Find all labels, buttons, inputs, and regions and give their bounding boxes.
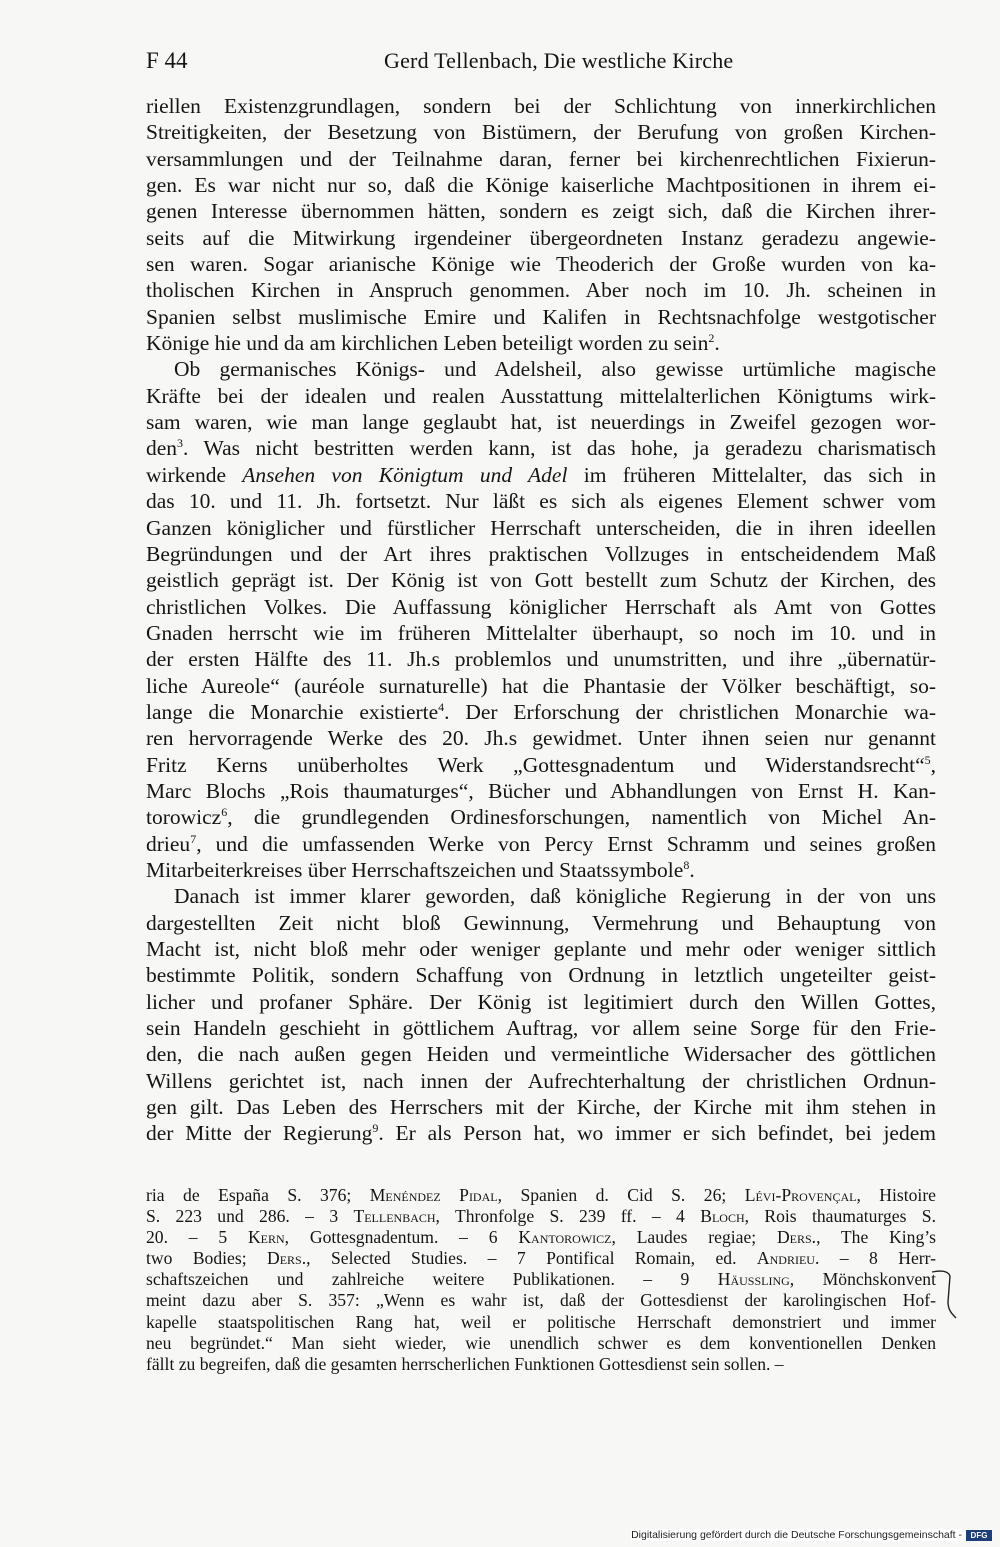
text-segment: . Er als Person hat, wo immer er sich befindet, bei jedem	[378, 1121, 936, 1146]
page-number: F 44	[146, 48, 188, 73]
footnote-line: fällt zu begreifen, daß die gesamten herrscherlichen Funktionen Gottesdienst sein sollen. –	[146, 1353, 784, 1374]
text-segment: , Laudes regiae;	[611, 1227, 777, 1248]
author-name: Ders.	[776, 1227, 817, 1248]
text-line	[146, 1120, 936, 1146]
text-segment: , The King’s	[816, 1227, 936, 1248]
text-segment: , Histoire	[856, 1185, 936, 1205]
text-line: geistlich geprägt ist. Der König ist von Gott bestellt zum Schutz der Kirchen, des	[146, 568, 936, 593]
footnote-line	[146, 1269, 936, 1290]
footnote-ref-6[interactable]: 6	[221, 805, 228, 820]
text-segment: Fritz Kerns unüberholtes Werk „Gottesgnadentum und Widerstandsrecht“	[146, 752, 925, 777]
handwritten-margin-bracket	[930, 1268, 960, 1320]
footnote-line	[146, 1248, 936, 1269]
text-line	[146, 831, 936, 857]
text-segment: , die grundlegenden Ordinesforschungen, namentlich von Michel An-	[227, 805, 936, 830]
footnote-ref-5[interactable]: 5	[924, 752, 931, 767]
text-line: Kräfte bei der idealen und realen Ausstattung mittelalterlichen Königtums wirk-	[146, 383, 936, 408]
dfg-logo-icon: DFG	[966, 1530, 992, 1541]
author-name: Ders.	[267, 1248, 307, 1269]
text-segment: S. 223 und 286. – 3	[146, 1206, 354, 1227]
author-name: Bloch	[700, 1206, 745, 1227]
text-line: Willens gerichtet ist, nach innen der Aufrechterhaltung der christlichen Ordnun-	[146, 1068, 936, 1093]
text-line: sam waren, wie man lange geglaubt hat, ist neuerdings in Zweifel gezogen wor-	[146, 410, 936, 435]
credit-text: Digitalisierung gefördert durch die Deutsche Forschungsgemeinschaft -	[631, 1529, 962, 1541]
text-line: sein Handeln geschieht in göttlichem Auftrag, vor allem seine Sorge für den Frie-	[146, 1016, 936, 1041]
footnote-ref-4[interactable]: 4	[438, 699, 445, 714]
text-line: genen Interesse übernommen hätten, sondern es zeigt sich, daß die Kirchen ihrer-	[146, 199, 936, 224]
text-line: riellen Existenzgrundlagen, sondern bei der Schlichtung von innerkirchlichen	[146, 94, 936, 118]
italic-phrase: Ansehen von Königtum und Adel	[242, 462, 568, 487]
text-line: sen waren. Sogar arianische Könige wie Theoderich der Große wurden von ka-	[146, 252, 936, 277]
text-segment: , Thronfolge S. 239 ff. – 4	[435, 1206, 701, 1227]
author-name: Tellenbach	[353, 1206, 436, 1227]
text-segment: . Der Erforschung der christlichen Monarchie wa-	[444, 699, 936, 724]
text-line	[146, 857, 936, 883]
text-segment: 20. – 5	[146, 1227, 248, 1248]
text-line: Spanien selbst muslimische Emire und Kalifen in Rechtsnachfolge westgotischer	[146, 304, 936, 329]
author-name: Häussling	[717, 1269, 790, 1290]
text-line: Ob germanisches Königs- und Adelsheil, also gewisse urtümliche magische	[174, 357, 936, 382]
text-segment: , Rois thaumaturges S.	[744, 1206, 936, 1227]
text-line: ren hervorragende Werke des 20. Jh.s gewidmet. Unter ihnen seien nur genannt	[146, 726, 936, 751]
author-name: Menéndez Pidal	[369, 1185, 498, 1205]
text-line: Ganzen königlicher und fürstlicher Herrschaft unterscheiden, die in ihren ideellen	[146, 515, 936, 540]
text-segment: wirkende	[146, 462, 243, 487]
author-name: Kantorowicz	[518, 1227, 612, 1248]
footnote-line: kapelle staatspolitischen Rang hat, weil er politische Herrschaft demonstriert und immer	[146, 1311, 936, 1332]
text-line	[146, 804, 936, 830]
text-line	[146, 330, 936, 356]
digitization-credit	[631, 1529, 992, 1541]
text-segment: .	[689, 857, 695, 882]
footnote-ref-2[interactable]: 2	[708, 331, 715, 346]
text-line: Macht ist, nicht bloß mehr oder weniger geplante und mehr oder weniger sittlich	[146, 937, 936, 961]
text-segment: schaftszeichen und zahlreiche weitere Publikationen. – 9	[146, 1269, 718, 1290]
footnote-ref-9[interactable]: 9	[372, 1121, 379, 1136]
footnote-ref-7[interactable]: 7	[190, 831, 197, 846]
page-header	[146, 48, 936, 78]
text-line: seits auf die Mitwirkung irgendeiner übergeordneten Instanz geradezu angewie-	[146, 225, 936, 250]
text-line: Marc Blochs „Rois thaumaturges“, Bücher und Abhandlungen von Ernst H. Kan-	[146, 778, 936, 803]
text-segment: . – 8 Herr-	[814, 1248, 936, 1269]
running-title: Gerd Tellenbach, Die westliche Kirche	[384, 48, 734, 73]
text-segment: .	[714, 331, 720, 356]
text-segment: der Mitte der Regierung	[146, 1121, 373, 1146]
text-line: liche Aureole“ (auréole surnaturelle) hat die Phantasie der Völker beschäftigt, so-	[146, 673, 936, 698]
footnote-line	[146, 1185, 936, 1206]
author-name: Andrieu	[756, 1248, 815, 1269]
text-segment: drieu	[146, 831, 191, 856]
footnote-line: meint dazu aber S. 357: „Wenn es wahr ist, daß der Gottesdienst der karolingischen Hof-	[146, 1290, 936, 1311]
text-line: bestimmte Politik, sondern Schaffung von Ordnung in letztlich ungeteilter geist-	[146, 963, 936, 988]
text-segment: , Gottesgnadentum. – 6	[284, 1227, 519, 1248]
footnote-ref-8[interactable]: 8	[683, 857, 690, 872]
text-segment: ria de España S. 376;	[146, 1185, 370, 1205]
text-segment: . Was nicht bestritten werden kann, ist das hohe, ja geradezu charismatisch	[183, 436, 936, 461]
text-line: gen gilt. Das Leben des Herrschers mit der Kirche, der Kirche mit ihm stehen in	[146, 1095, 936, 1120]
text-segment: , Mönchskonvent	[789, 1269, 936, 1290]
text-line: Streitigkeiten, der Besetzung von Bistümern, der Berufung von großen Kirchen-	[146, 120, 936, 145]
text-line: Begründungen und der Art ihres praktischen Vollzuges in entscheidendem Maß	[146, 541, 936, 566]
text-line	[146, 752, 936, 778]
text-line: dargestellten Zeit nicht bloß Gewinnung, Vermehrung und Behauptung von	[146, 910, 936, 935]
text-line: den, die nach außen gegen Heiden und vermeintliche Widersacher des göttlichen	[146, 1042, 936, 1067]
text-segment: lange die Monarchie existierte	[146, 699, 439, 724]
text-segment: ,	[930, 752, 936, 777]
text-segment: torowicz	[146, 805, 222, 830]
text-line: christlichen Volkes. Die Auffassung königlicher Herrschaft als Amt von Gottes	[146, 594, 936, 619]
text-line	[146, 462, 936, 488]
text-segment: Könige hie und da am kirchlichen Leben beteiligt worden zu sein	[146, 331, 709, 356]
text-line: das 10. und 11. Jh. fortsetzt. Nur läßt es sich als eigenes Element schwer vom	[146, 489, 936, 514]
text-line: tholischen Kirchen in Anspruch genommen. Aber noch im 10. Jh. scheinen in	[146, 278, 936, 303]
text-segment: den	[146, 436, 178, 461]
text-line: licher und profaner Sphäre. Der König ist legitimiert durch den Willen Gottes,	[146, 989, 936, 1014]
text-segment: , und die umfassenden Werke von Percy Ernst Schramm und seines großen	[196, 831, 936, 856]
text-segment: , Selected Studies. – 7 Pontifical Romain, ed.	[306, 1248, 757, 1269]
footnote-line	[146, 1206, 936, 1227]
footnotes	[146, 1185, 936, 1375]
text-segment: , Spanien d. Cid S. 26;	[497, 1185, 745, 1205]
text-line: Danach ist immer klarer geworden, daß königliche Regierung in der von uns	[174, 884, 936, 909]
footnote-line: neu begründet.“ Man sieht wieder, wie unendlich schwer es dem konventionellen Denken	[146, 1332, 936, 1353]
text-segment: im früheren Mittelalter, das sich in	[567, 462, 936, 487]
main-text	[146, 93, 936, 1147]
footnote-line	[146, 1227, 936, 1248]
text-line: Gnaden herrscht wie im früheren Mittelalter überhaupt, so noch im 10. und in	[146, 620, 936, 645]
text-line: der ersten Hälfte des 11. Jh.s problemlos und unumstritten, und ihre „übernatür-	[146, 647, 936, 672]
author-name: Kern	[247, 1227, 285, 1248]
author-name: Lévi-Provençal	[744, 1185, 857, 1205]
text-line: versammlungen und der Teilnahme daran, ferner bei kirchenrechtlichen Fixierun-	[146, 146, 936, 171]
footnote-ref-3[interactable]: 3	[177, 436, 184, 451]
text-segment: Mitarbeiterkreises über Herrschaftszeichen und Staatssymbole	[146, 857, 684, 882]
text-line	[146, 699, 936, 725]
text-line: gen. Es war nicht nur so, daß die Könige kaiserliche Machtpositionen in ihrem ei-	[146, 173, 936, 198]
text-line	[146, 435, 936, 461]
text-segment: two Bodies;	[146, 1248, 268, 1269]
